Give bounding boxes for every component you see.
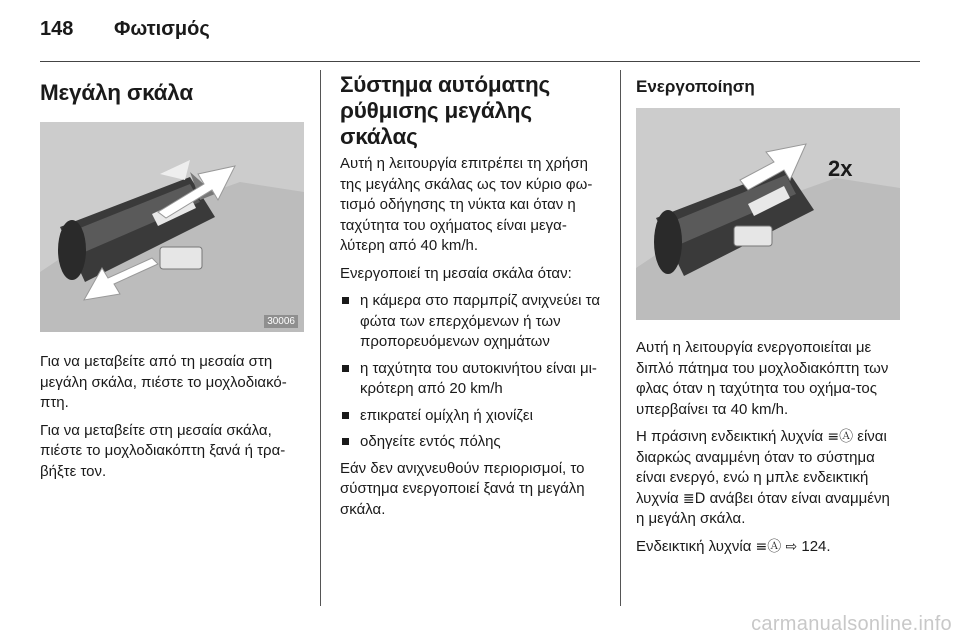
page-number: 148: [40, 18, 74, 40]
column-activation: [636, 72, 902, 564]
stalk-drawing: [636, 108, 900, 320]
chapter-title: Φωτισμός: [114, 18, 210, 40]
list-item: η ταχύτητα του αυτοκινήτου είναι μι-κρότερη από 20 km/h: [340, 359, 606, 400]
paragraph-3: Εάν δεν ανιχνευθούν περιορισμοί, το σύστημα ενεργοποιεί ξανά τη μεγάλη σκάλα.: [340, 459, 585, 518]
paragraph-1: Αυτή η λειτουργία ενεργοποιείται με διπλό πάτημα του μοχλοδιακόπτη των φλας όταν η ταχύτητα του οχήμα-τος υπερβαίνει τα 40 km/h.: [636, 339, 889, 418]
condition-list: [340, 291, 606, 453]
list-item: επικρατεί ομίχλη ή χιονίζει: [340, 406, 606, 427]
page-reference-icon[interactable]: ⇨: [785, 538, 798, 555]
section-title-high-beam: Μεγάλη σκάλα: [40, 80, 193, 105]
paragraph-2: Η πράσινη ενδεικτική λυχνία ≡Ⓐ είναι διαρκώς αναμμένη όταν το σύστημα είναι ενεργό, ενώ η μπλε ενδεικτική λυχνία ≣D ανάβει όταν είναι αναμμένη η μεγάλη σκάλα.: [636, 428, 890, 527]
bullet-icon: [342, 438, 349, 445]
bullet-icon: [342, 412, 349, 419]
header-rule: [40, 61, 920, 62]
list-item: οδηγείτε εντός πόλης: [340, 432, 606, 453]
page-reference[interactable]: 124.: [801, 537, 831, 555]
paragraph-2: Ενεργοποιεί τη μεσαία σκάλα όταν:: [340, 264, 572, 282]
watermark: carmanualsonline.info: [751, 613, 952, 635]
column-high-beam: [40, 72, 304, 489]
high-beam-icon: ≣D: [682, 490, 706, 507]
page-header: [40, 18, 920, 48]
stalk-illustration-push: [40, 122, 304, 332]
auto-high-beam-icon: ≡Ⓐ: [755, 538, 782, 555]
column-divider-1: [320, 70, 321, 606]
auto-high-beam-icon: ≡Ⓐ: [827, 429, 854, 445]
section-title-activation: Ενεργοποίηση: [636, 77, 755, 96]
paragraph-2: Για να μεταβείτε στη μεσαία σκάλα, πιέστε το μοχλοδιακόπτη ξανά ή τρα-βήξτε τον.: [40, 421, 286, 480]
press-count-label: 2x: [828, 156, 853, 181]
list-item: η κάμερα στο παρμπρίζ ανιχνεύει τα φώτα των επερχόμενων ή των προπορευόμενων οχημάτων: [340, 291, 606, 353]
paragraph-1: Αυτή η λειτουργία επιτρέπει τη χρήση της μεγάλης σκάλας ως τον κύριο φω-τισμό οδήγησης τη νύκτα και όταν η ταχύτητα του οχήματος είναι μεγα-λύτερη από 40 km/h.: [340, 155, 593, 254]
paragraph-1: Για να μεταβείτε από τη μεσαία στη μεγάλη σκάλα, πιέστε το μοχλοδιακό-πτη.: [40, 353, 287, 411]
stalk-drawing: [40, 122, 304, 332]
section-title-auto-high-beam: Σύστημα αυτόματης ρύθμισης μεγάλης σκάλας: [340, 72, 551, 149]
column-divider-2: [620, 70, 621, 606]
image-code: 30006: [264, 315, 298, 328]
bullet-icon: [342, 297, 349, 304]
stalk-illustration-double-push: [636, 108, 900, 320]
column-auto-high-beam: [340, 72, 606, 527]
paragraph-3: Ενδεικτική λυχνία ≡Ⓐ ⇨ 124.: [636, 537, 831, 555]
bullet-icon: [342, 365, 349, 372]
